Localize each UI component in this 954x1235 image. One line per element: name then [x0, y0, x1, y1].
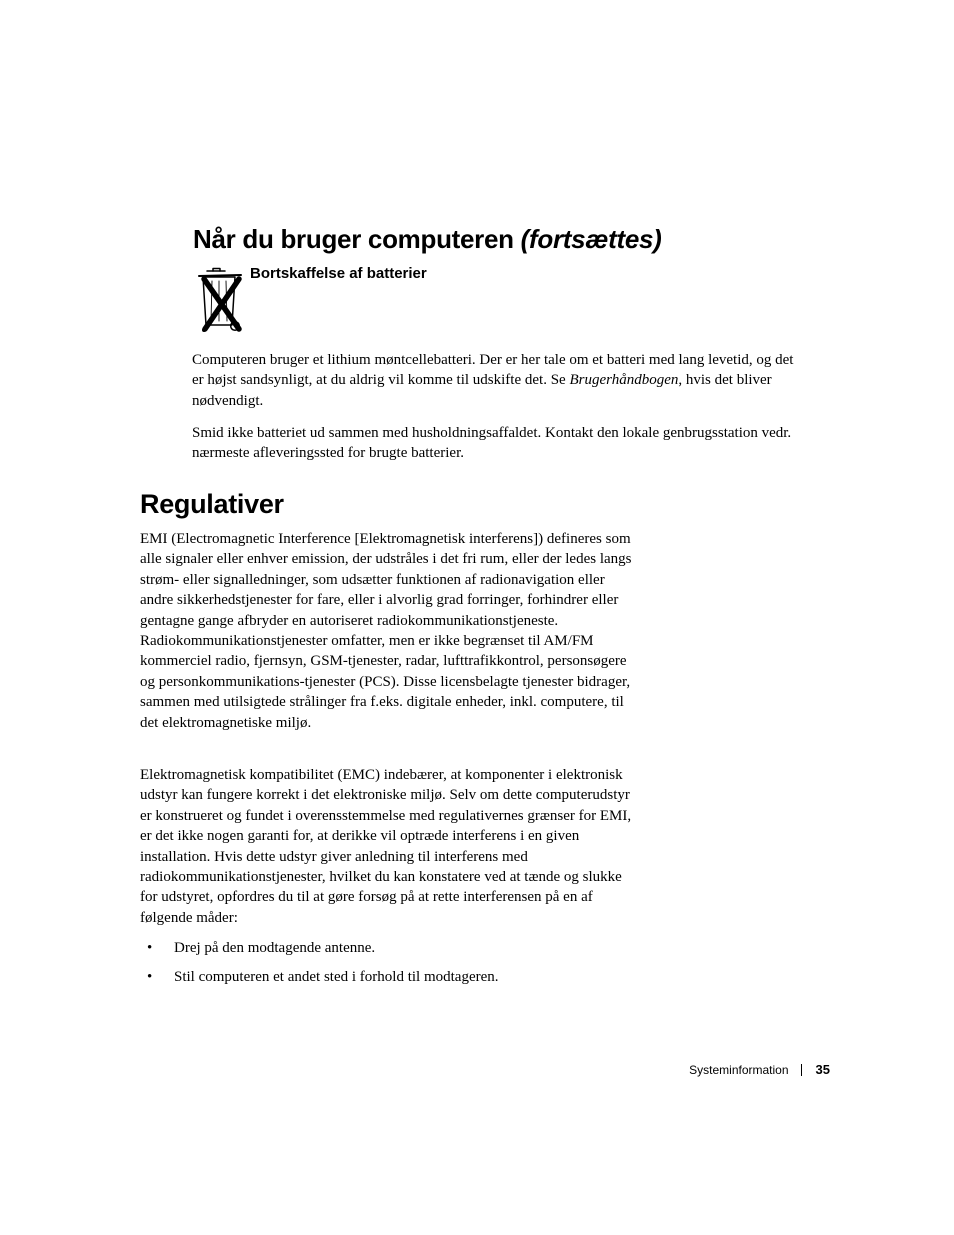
page-title-main: Når du bruger computeren: [193, 224, 514, 254]
page-number: 35: [815, 1062, 830, 1077]
page-title: [193, 222, 662, 256]
battery-paragraph-1-text: Computeren bruger et lithium møntcellebatteri. Der er her tale om et batteri med lang levetid, og det er højst sandsynligt, at du aldrig vil komme til udskifte det. Se: [192, 352, 794, 389]
battery-paragraph-1: [192, 350, 804, 411]
emc-paragraph: Elektromagnetisk kompatibilitet (EMC) indebærer, at komponenter i elektronisk udstyr kan fungere korrekt i det elektroniske miljø. Selv om dette computerudstyr er konstrueret og fundet i overensstemmelse med regulativernes grænser for EMI, er det ikke nogen garanti for, at derikke vil optræde interferens i en given installation. Hvis dette udstyr giver anledning til interferens med radiokommunikationstjenester, hvilket du kan konstatere ved at tænde og slukke for udstyret, opfordres du til at gøre forsøg på at rette interferensen på en af følgende måder:: [140, 767, 632, 926]
list-item-text: Drej på den modtagende antenne.: [174, 940, 376, 956]
battery-paragraph-2: Smid ikke batteriet ud sammen med husholdningsaffaldet. Kontakt den lokale genbrugsstation vedr. nærmeste afleveringssted for brugte batterier.: [192, 425, 792, 462]
footer-section-name: Systeminformation: [689, 1063, 789, 1077]
bullet-marker: •: [147, 940, 153, 956]
bullet-marker: •: [147, 969, 153, 985]
user-guide-reference: Brugerhåndbogen: [569, 372, 679, 389]
crossed-out-wheeled-bin-icon: [195, 267, 247, 335]
emi-paragraph: EMI (Electromagnetic Interference [Elektromagnetisk interferens]) defineres som alle signaler eller enhver emission, der udstråles i det fri rum, eller der ledes langs strøm- eller signalledninger, som udsætter funktionen af radionavigation eller andre sikkerhedstjenester for fare, eller i alvorlig grad forringer, forhindrer eller gentagne gange afbryder en autoriseret radiokommunikationstjeneste. Radiokommunikationstjenester omfatter, men er ikke begrænset til AM/FM kommerciel radio, fjernsyn, GSM-tjenester, radar, lufttrafikkontrol, personsøgere og personkommunikations-tjenester (PCS). Disse licensbelagte tjenester bidrager, sammen med utilsigtede strålinger fra f.eks. digitale enheder, inkl. computere, til det elektromagnetiske miljø.: [140, 531, 632, 731]
interference-remedy-list: [140, 938, 499, 996]
page-footer: [689, 1061, 830, 1079]
battery-paragraph-1-end: , hvis det bliver nødvendigt.: [192, 372, 772, 409]
footer-divider: [801, 1064, 802, 1076]
page-title-continued: (fortsættes): [520, 224, 662, 254]
battery-disposal-heading: Bortskaffelse af batterier: [250, 265, 427, 282]
list-item-text: Stil computeren et andet sted i forhold til modtageren.: [174, 969, 499, 985]
list-item: [140, 938, 499, 958]
regulatory-heading: Regulativer: [140, 489, 284, 519]
list-item: [140, 967, 499, 987]
